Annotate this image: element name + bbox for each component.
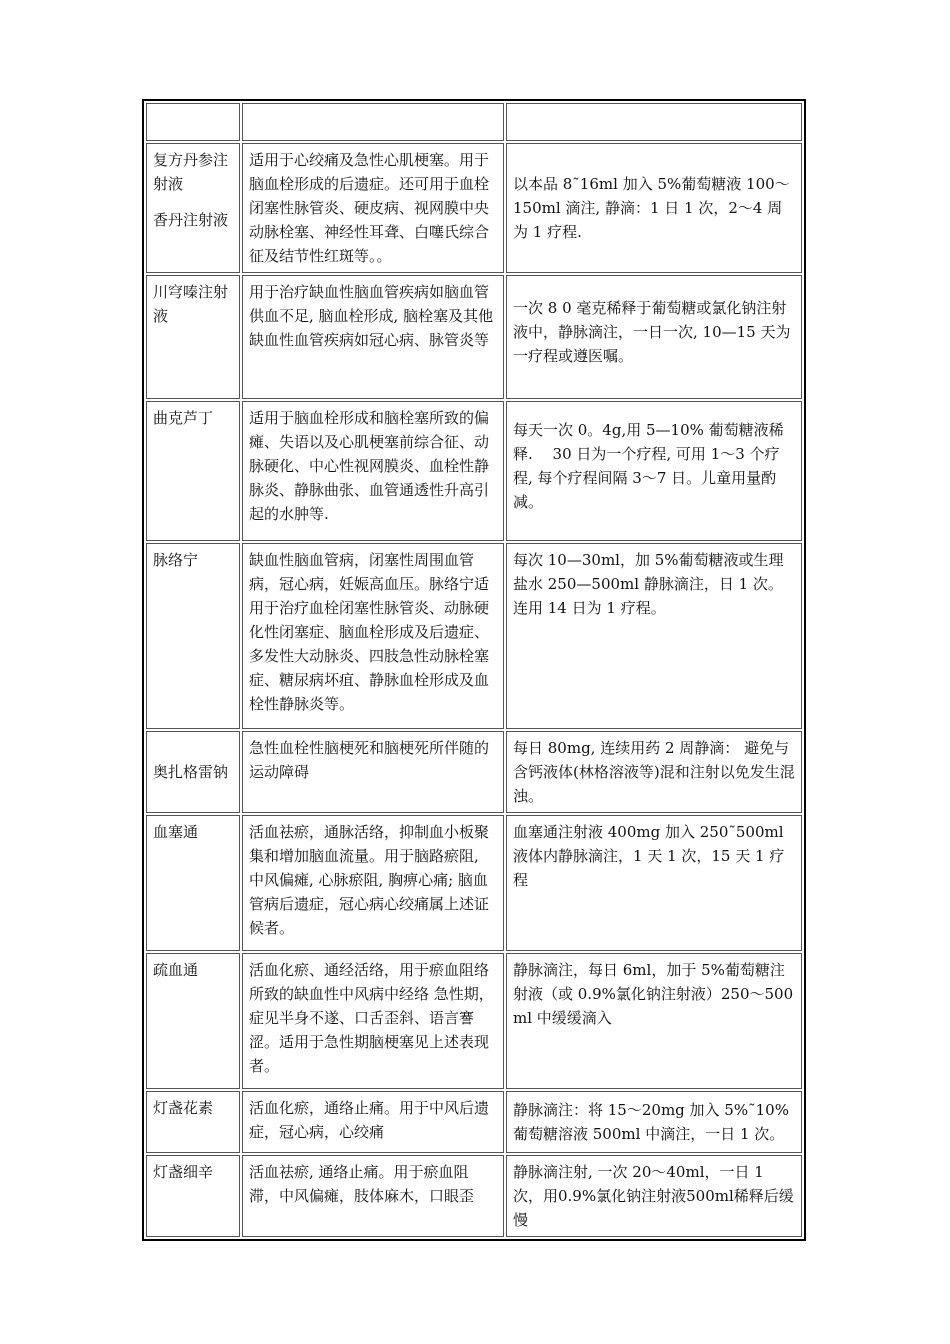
- drug-name-cell: [146, 815, 240, 951]
- drug-usage: 缺血性脑血管病，闭塞性周围血管病，冠心病，妊娠高血压。脉络宁适用于治疗血栓闭塞性脉管炎、动脉硬化性闭塞症、脑血栓形成及后遗症、多发性大动脉炎、四肢急性动脉栓塞症、糖尿病坏疽、静脉血栓形成及血栓性静脉炎等。: [242, 543, 504, 729]
- drug-usage: 适用于心绞痛及急性心肌梗塞。用于脑血栓形成的后遗症。还可用于血栓闭塞性脉管炎、硬皮病、视网膜中央动脉栓塞、神经性耳聋、白噻氏综合征及结节性红斑等。。: [242, 143, 504, 273]
- table-row: [146, 401, 802, 541]
- header-cell-dosage: [506, 103, 802, 141]
- drug-name: 复方丹参注射液: [153, 151, 229, 193]
- drug-table: [142, 99, 806, 1241]
- drug-name-cell: [146, 275, 240, 399]
- drug-name-cell: [146, 1155, 240, 1237]
- drug-dosage: 每日 80mg, 连续用药 2 周静滴： 避免与含钙液体(林格溶液等)混和注射以免发生混浊。: [506, 731, 802, 813]
- drug-name-alt: 香丹注射液: [153, 211, 229, 229]
- drug-dosage: 静脉滴注，每日 6ml，加于 5%葡萄糖注射液（或 0.9%氯化钠注射液）250～500ml 中缓缓滴入: [506, 953, 802, 1089]
- table-header-row: [146, 103, 802, 141]
- drug-name-cell: [146, 731, 240, 813]
- drug-name: 曲克芦丁: [153, 409, 214, 427]
- drug-name: 灯盏细辛: [153, 1163, 214, 1181]
- table-row: [146, 815, 802, 951]
- drug-dosage: 一次 8 0 毫克稀释于葡萄糖或氯化钠注射液中，静脉滴注，一日一次, 10—15 天为一疗程或遵医嘱。: [506, 275, 802, 399]
- drug-name-cell: [146, 953, 240, 1089]
- drug-dosage: 以本品 8˜16ml 加入 5%葡萄糖液 100～150ml 滴注, 静滴：1 日 1 次，2～4 周为 1 疗程.: [506, 143, 802, 273]
- drug-name: 奥扎格雷钠: [153, 763, 229, 781]
- drug-name: 血塞通: [153, 823, 199, 841]
- drug-name-cell: [146, 143, 240, 273]
- table-row: [146, 953, 802, 1089]
- table-row: [146, 731, 802, 813]
- drug-name-cell: [146, 543, 240, 729]
- drug-name: 川穹嗪注射液: [153, 283, 229, 325]
- drug-dosage: 血塞通注射液 400mg 加入 250˜500ml 液体内静脉滴注，1 天 1 次，15 天 1 疗程: [506, 815, 802, 951]
- drug-dosage: 静脉滴注：将 15～20mg 加入 5%˜10%葡萄糖溶液 500ml 中滴注，一日 1 次。: [506, 1091, 802, 1153]
- drug-usage: 活血祛瘀, 通络止痛。用于瘀血阻滞，中风偏瘫，肢体麻木，口眼歪: [242, 1155, 504, 1237]
- table-row: [146, 1091, 802, 1153]
- drug-name: 脉络宁: [153, 551, 199, 569]
- drug-name: 灯盏花素: [153, 1099, 214, 1117]
- drug-name: 疏血通: [153, 961, 199, 979]
- drug-name-cell: [146, 1091, 240, 1153]
- drug-usage: 活血祛瘀，通脉活络，抑制血小板聚集和增加脑血流量。用于脑路瘀阻, 中风偏瘫, 心脉瘀阻, 胸痹心痛; 脑血管病后遗症，冠心病心绞痛属上述证候者。: [242, 815, 504, 951]
- drug-usage: 适用于脑血栓形成和脑栓塞所致的偏瘫、失语以及心肌梗塞前综合征、动脉硬化、中心性视网膜炎、血栓性静脉炎、静脉曲张、血管通透性升高引起的水肿等.: [242, 401, 504, 541]
- drug-name-cell: [146, 401, 240, 541]
- header-cell-name: [146, 103, 240, 141]
- header-cell-usage: [242, 103, 504, 141]
- drug-dosage: 每次 10—30ml，加 5%葡萄糖液或生理盐水 250—500ml 静脉滴注，日 1 次。连用 14 日为 1 疗程。: [506, 543, 802, 729]
- drug-usage: 活血化瘀，通络止痛。用于中风后遗症，冠心病，心绞痛: [242, 1091, 504, 1153]
- drug-dosage: 静脉滴注射, 一次 20～40ml，一日 1 次，用0.9%氯化钠注射液500ml稀释后缓慢: [506, 1155, 802, 1237]
- table-row: [146, 1155, 802, 1237]
- drug-dosage: 每天一次 0。4g,用 5—10% 葡萄糖液稀释. 30 日为一个疗程, 可用 1～3 个疗程, 每个疗程间隔 3～7 日。儿童用量酌减。: [506, 401, 802, 541]
- drug-usage: 急性血栓性脑梗死和脑梗死所伴随的运动障碍: [242, 731, 504, 813]
- drug-usage: 活血化瘀、通经活络，用于瘀血阻络所致的缺血性中风病中经络 急性期，症见半身不遂、口舌歪斜、语言謇涩。适用于急性期脑梗塞见上述表现者。: [242, 953, 504, 1089]
- table-row: [146, 143, 802, 273]
- drug-usage: 用于治疗缺血性脑血管疾病如脑血管供血不足, 脑血栓形成, 脑栓塞及其他缺血性血管疾病如冠心病、脉管炎等: [242, 275, 504, 399]
- table-row: [146, 275, 802, 399]
- table-row: [146, 543, 802, 729]
